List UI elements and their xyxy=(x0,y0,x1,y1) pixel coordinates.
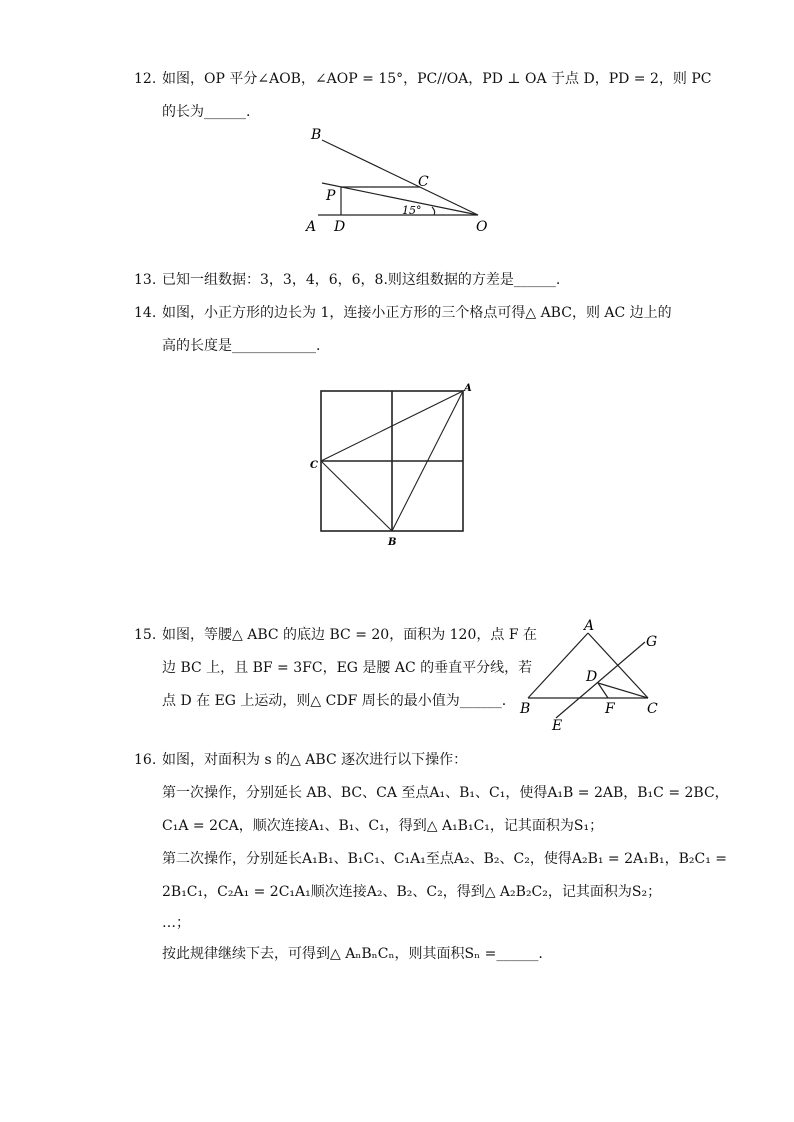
q16-text-line4: 第二次操作，分别延长A₁B₁、B₁C₁、C₁A₁至点A₂、B₂、C₂，使得A₂B₁ = 2A₁B₁，B₂C₁ = xyxy=(162,851,728,867)
q13-number: 13. xyxy=(134,272,157,288)
q12-label-O: O xyxy=(476,219,488,235)
q15-label-D: D xyxy=(586,669,598,685)
q14-text-line1: 如图，小正方形的边长为 1，连接小正方形的三个格点可得△ ABC，则 AC 边上的 xyxy=(162,305,672,321)
q14-figure xyxy=(300,378,490,550)
q15-label-C: C xyxy=(647,701,658,717)
q12-number: 12. xyxy=(134,71,157,87)
q15-label-G: G xyxy=(646,634,658,650)
q14-label-B: B xyxy=(388,537,397,548)
q15-text-line2: 边 BC 上，且 BF = 3FC，EG 是腰 AC 的垂直平分线，若 xyxy=(162,660,533,676)
q16-text-line5: 2B₁C₁，C₂A₁ = 2C₁A₁顺次连接A₂、B₂、C₂，得到△ A₂B₂C₂，记其面积为S₂； xyxy=(162,884,662,900)
q14-label-A: A xyxy=(464,383,472,394)
q16-text-line1: 如图，对面积为 s 的△ ABC 逐次进行以下操作： xyxy=(162,752,468,768)
q15-label-F: F xyxy=(605,701,615,717)
q12-label-C: C xyxy=(418,174,429,190)
q13-text-line1: 已知一组数据：3，3，4，6，6，8.则这组数据的方差是______. xyxy=(162,272,561,288)
q12-label-A: A xyxy=(306,219,317,235)
q16-text-line6: …； xyxy=(162,915,190,931)
q15-label-E: E xyxy=(552,718,563,734)
q12-text-line1: 如图，OP 平分∠AOB，∠AOP = 15°，PC//OA，PD ⊥ OA 于点 D，PD = 2，则 PC xyxy=(162,71,712,87)
q16-text-line3: C₁A = 2CA，顺次连接A₁、B₁、C₁，得到△ A₁B₁C₁，记其面积为S₁； xyxy=(162,818,604,834)
q16-number: 16. xyxy=(134,752,157,768)
q14-label-C: C xyxy=(310,460,318,471)
q12-figure xyxy=(300,122,500,237)
q15-text-line3: 点 D 在 EG 上运动，则△ CDF 周长的最小值为______. xyxy=(162,693,507,709)
q14-number: 14. xyxy=(134,305,157,321)
q12-angle-arc xyxy=(432,207,435,215)
q15-number: 15. xyxy=(134,627,157,643)
q12-text-line2: 的长为______. xyxy=(162,104,251,120)
q12-line-OP xyxy=(322,183,478,215)
q15-label-B: B xyxy=(520,701,531,717)
q14-segment-BC xyxy=(321,461,392,531)
q12-label-D: D xyxy=(334,219,346,235)
q12-line-OB xyxy=(322,140,478,215)
q15-side-AB xyxy=(528,633,588,698)
q15-text-line1: 如图，等腰△ ABC 的底边 BC = 20，面积为 120，点 F 在 xyxy=(162,627,537,643)
q16-text-line2: 第一次操作，分别延长 AB、BC、CA 至点A₁、B₁、C₁，使得A₁B = 2AB，B₁C = 2BC， xyxy=(162,785,729,801)
q12-label-P: P xyxy=(326,188,336,204)
q12-label-B: B xyxy=(311,127,322,143)
q14-text-line2: 高的长度是____________. xyxy=(162,338,321,354)
q16-text-line7: 按此规律继续下去，可得到△ AₙBₙCₙ，则其面积Sₙ =______. xyxy=(162,946,543,962)
q15-figure xyxy=(515,615,665,735)
q15-label-A: A xyxy=(584,618,595,634)
q12-label-angle: 15° xyxy=(402,204,422,217)
